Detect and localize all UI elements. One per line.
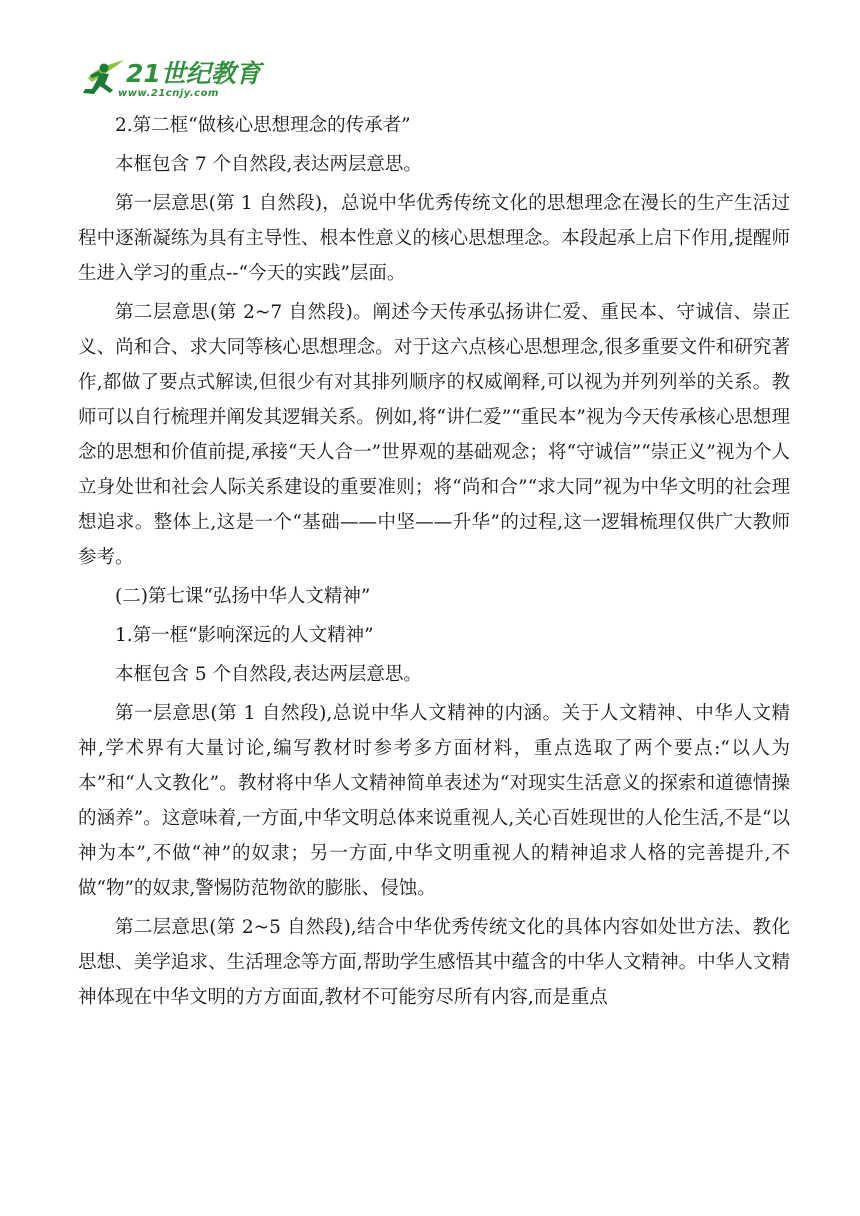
paragraph-frame-summary: 本框包含 7 个自然段,表达两层意思。 [115, 154, 422, 175]
section-heading-first-frame: 1.第一框“影响深远的人文精神” [115, 625, 374, 646]
logo-wordmark: 21世纪教育 [126, 59, 261, 88]
paragraph-first-meaning-2: 第一层意思(第 1 自然段),总说中华人文精神的内涵。关于人文精神、中华人文精神,学术界有大量讨论,编写教材时参考多方面材料，重点选取了两个要点:“以人为本”和“人文教化”。教材将中华人文精神简单表述为“对现实生活意义的探索和道德情操的涵养”。这意味着,一方面,中华文明总体来说重视人,关心百姓现世的人伦生活,不是“以神为本”,不做“神”的奴隶；另一方面,中华文明重视人的精神追求人格的完善提升,不做“物”的奴隶,警惕防范物欲的膨胀、侵蚀。 [78, 703, 790, 899]
logo-url: www.21cnjy.com [118, 88, 219, 99]
section-heading-lesson-seven: (二)第七课“弘扬中华人文精神” [115, 586, 371, 607]
paragraph-frame-summary-2: 本框包含 5 个自然段,表达两层意思。 [115, 664, 422, 685]
document-body [78, 108, 790, 1019]
paragraph-first-meaning: 第一层意思(第 1 自然段)，总说中华优秀传统文化的思想理念在漫长的生产生活过程中逐渐凝练为具有主导性、根本性意义的核心思想理念。本段起承上启下作用,提醒师生进入学习的重点--“今天的实践”层面。 [78, 193, 790, 284]
paragraph-second-meaning-2: 第二层意思(第 2~5 自然段),结合中华优秀传统文化的具体内容如处世方法、教化思想、美学追求、生活理念等方面,帮助学生感悟其中蕴含的中华人文精神。中华人文精神体现在中华文明的方方面面,教材不可能穷尽所有内容,而是重点 [78, 917, 790, 1008]
section-heading-second-frame: 2.第二框“做核心思想理念的传承者” [115, 115, 411, 136]
paragraph-second-meaning: 第二层意思(第 2~7 自然段)。阐述今天传承弘扬讲仁爱、重民本、守诚信、崇正义、尚和合、求大同等核心思想理念。对于这六点核心思想理念,很多重要文件和研究著作,都做了要点式解读,但很少有对其排列顺序的权威阐释,可以视为并列列举的关系。教师可以自行梳理并阐发其逻辑关系。例如,将“讲仁爱”“重民本”视为今天传承核心思想理念的思想和价值前提,承接“天人合一”世界观的基础观念；将“守诚信”“崇正义”视为个人立身处世和社会人际关系建设的重要准则；将“尚和合”“求大同”视为中华文明的社会理想追求。整体上,这是一个“基础——中坚——升华”的过程,这一逻辑梳理仅供广大教师参考。 [78, 302, 790, 568]
site-logo [78, 56, 261, 106]
